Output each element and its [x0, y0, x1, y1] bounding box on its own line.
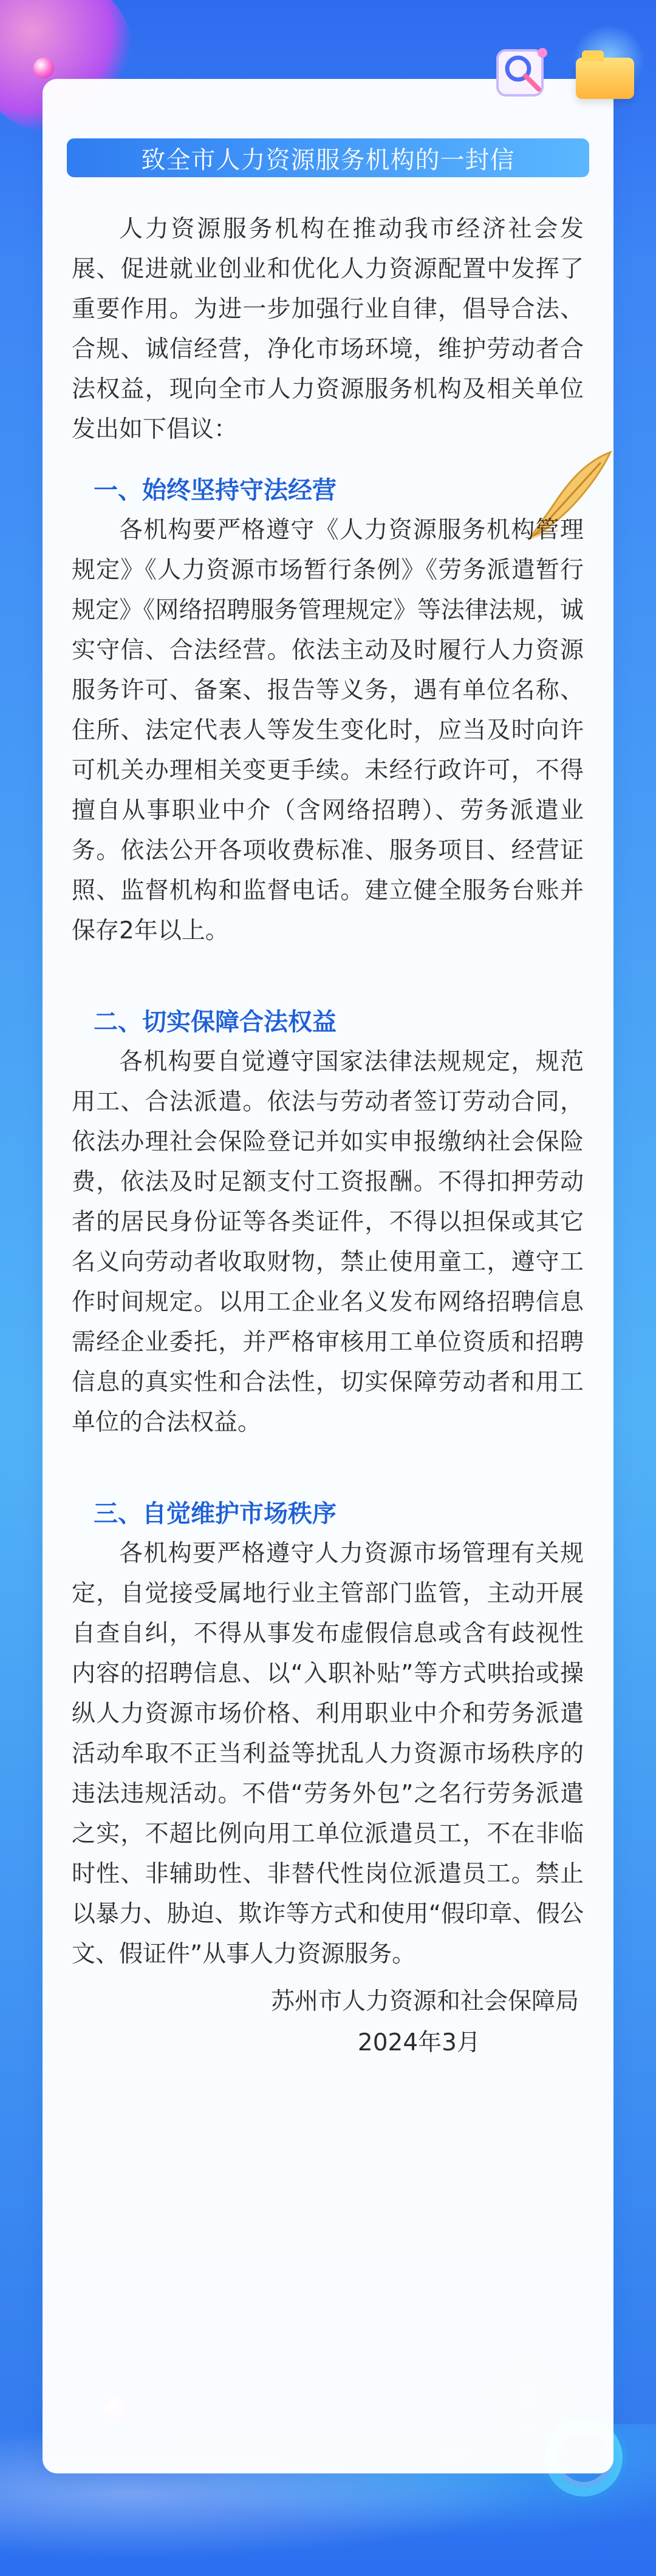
section-gap: [72, 1443, 584, 1473]
letter-title: 致全市人力资源服务机构的一封信: [141, 146, 515, 174]
section-gap: [72, 951, 584, 981]
letter-title-bar: [67, 138, 589, 177]
magnifier-icon: [489, 39, 556, 106]
section-3-body: 各机构要严格遵守人力资源市场管理有关规定，自觉接受属地行业主管部门监管，主动开展自查自纠，不得从事发布虚假信息或含有歧视性内容的招聘信息、以“入职补贴”等方式哄抬或操纵人力资源市场价格、利用职业中介和劳务派遣活动牟取不正当利益等扰乱人力资源市场秩序的违法违规活动。不借“劳务外包”之名行劳务派遣之实，不超比例向用工单位派遣员工，不在非临时性、非辅助性、非替代性岗位派遣员工。禁止以暴力、胁迫、欺诈等方式和使用“假印章、假公文、假证件”从事人力资源服务。: [72, 1540, 584, 1968]
date: 2024年3月: [357, 2029, 480, 2056]
section-2-heading: 二、切实保障合法权益: [94, 1008, 337, 1036]
folder-icon: [576, 58, 634, 99]
section-1-heading: 一、始终坚持守法经营: [94, 476, 337, 504]
section-1-body: 各机构要严格遵守《人力资源服务机构管理规定》《人力资源市场暂行条例》《劳务派遣暂行规定》《网络招聘服务管理规定》等法律法规，诚实守信、合法经营。依法主动及时履行人力资源服务许可、备案、报告等义务，遇有单位名称、住所、法定代表人等发生变化时，应当及时向许可机关办理相关变更手续。未经行政许可，不得擅自从事职业中介（含网络招聘）、劳务派遣业务。依法公开各项收费标准、服务项目、经营证照、监督机构和监督电话。建立健全服务台账并保存2年以上。: [72, 517, 584, 944]
section-3-heading: 三、自觉维护市场秩序: [94, 1500, 337, 1528]
background-dot-top-left: [33, 58, 54, 78]
intro-paragraph: 人力资源服务机构在推动我市经济社会发展、促进就业创业和优化人力资源配置中发挥了重要作用。为进一步加强行业自律，倡导合法、合规、诚信经营，净化市场环境，维护劳动者合法权益，现向全市人力资源服务机构及相关单位发出如下倡议：: [72, 215, 584, 443]
letter-content: [72, 209, 584, 2063]
section-2-body: 各机构要自觉遵守国家法律法规规定，规范用工、合法派遣。依法与劳动者签订劳动合同，依法办理社会保险登记并如实申报缴纳社会保险费，依法及时足额支付工资报酬。不得扣押劳动者的居民身份证等各类证件，不得以担保或其它名义向劳动者收取财物，禁止使用童工，遵守工作时间规定。以用工企业名义发布网络招聘信息需经企业委托，并严格审核用工单位资质和招聘信息的真实性和合法性，切实保障劳动者和用工单位的合法权益。: [72, 1048, 584, 1436]
signature: 苏州市人力资源和社会保障局: [270, 1988, 579, 2015]
